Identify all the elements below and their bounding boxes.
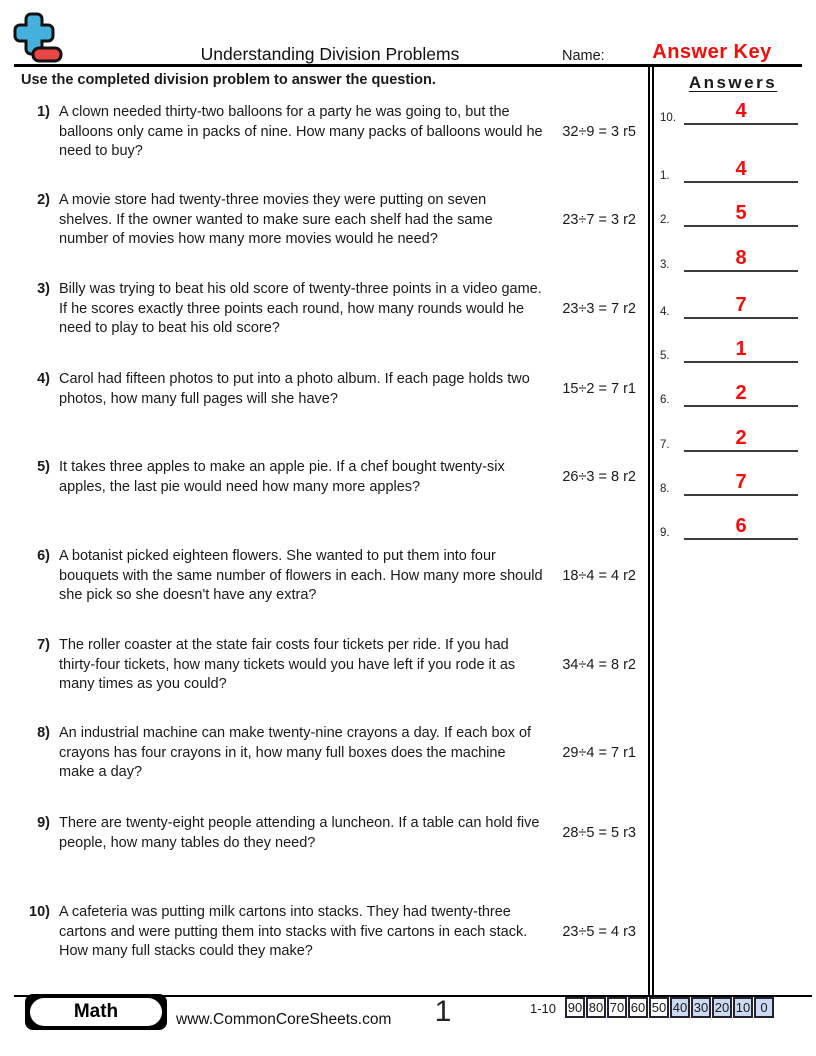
- problem-text: A clown needed thirty-two balloons for a party he was going to, but the balloons only came in packs of nine. How many packs of balloons would he need to buy?: [59, 104, 543, 159]
- answer-line: [684, 202, 798, 227]
- answer-row-5: [660, 331, 798, 363]
- score-cell: 20: [712, 997, 732, 1018]
- website-text: www.CommonCoreSheets.com: [176, 1011, 392, 1028]
- problem-text: An industrial machine can make twenty-nine crayons a day. If each box of crayons has four crayons in it, how many full boxes does the machine make a day?: [59, 725, 532, 780]
- answer-number: 8.: [660, 483, 670, 495]
- name-label: Name:: [562, 48, 605, 64]
- problem-expression: 34÷4 = 8 r2: [562, 656, 636, 673]
- answer-line: [684, 382, 798, 407]
- problem-expression: 26÷3 = 8 r2: [562, 468, 636, 485]
- problem-number: 3): [37, 281, 50, 297]
- problem-text: Carol had fifteen photos to put into a photo album. If each page holds two photos, how many full pages will she have?: [59, 371, 530, 407]
- answer-number: 4.: [660, 306, 670, 318]
- subject-label: Math: [30, 998, 162, 1026]
- problem-number: 7): [37, 637, 50, 653]
- problem-number: 2): [37, 192, 50, 208]
- answer-value: 5: [735, 202, 747, 224]
- problem-number: 5): [37, 459, 50, 475]
- answer-value: 2: [735, 382, 747, 404]
- problem-expression: 32÷9 = 3 r5: [562, 123, 636, 140]
- problem-expression: 23÷3 = 7 r2: [562, 300, 636, 317]
- score-cell: 10: [733, 997, 753, 1018]
- answer-row-9: [660, 508, 798, 540]
- problem-expression: 29÷4 = 7 r1: [562, 744, 636, 761]
- problem-row-2: [20, 191, 636, 250]
- instruction-text: Use the completed division problem to answer the question.: [21, 72, 436, 88]
- problem-row-9: [20, 814, 636, 853]
- answer-line: [684, 471, 798, 496]
- problem-number: 1): [37, 104, 50, 120]
- score-cell: 60: [628, 997, 648, 1018]
- answer-number: 2.: [660, 214, 670, 226]
- problem-expression: 23÷5 = 4 r3: [562, 923, 636, 940]
- problem-text: A botanist picked eighteen flowers. She wanted to put them into four bouquets with the same number of flowers in each. How many more should she pick so she doesn't have any extra?: [59, 548, 543, 603]
- score-range-label: 1-10: [530, 1001, 557, 1016]
- page-number: 1: [434, 995, 452, 1028]
- page-title: Understanding Division Problems: [200, 44, 460, 64]
- problem-row-7: [20, 636, 636, 695]
- answers-panel: [648, 67, 812, 995]
- answer-row-3: [660, 240, 798, 272]
- answer-value: 2: [735, 427, 747, 449]
- problem-expression: 18÷4 = 4 r2: [562, 567, 636, 584]
- score-table: [565, 997, 774, 1018]
- problem-row-4: [20, 370, 636, 409]
- answer-number: 9.: [660, 527, 670, 539]
- answer-line: [684, 515, 798, 540]
- score-cell: 30: [691, 997, 711, 1018]
- answers-title: Answers: [688, 73, 778, 92]
- score-cell: 90: [565, 997, 585, 1018]
- problem-text: There are twenty-eight people attending a luncheon. If a table can hold five people, how many tables do they need?: [59, 815, 540, 851]
- answer-number: 5.: [660, 350, 670, 362]
- problem-row-1: [20, 103, 636, 162]
- answer-row-1: [660, 151, 798, 183]
- answer-value: 4: [735, 100, 747, 122]
- answer-line: [684, 247, 798, 272]
- score-cell: 40: [670, 997, 690, 1018]
- problem-text: The roller coaster at the state fair costs four tickets per ride. If you had thirty-four tickets, how many tickets would you have left if you rode it as many times as you could?: [59, 637, 516, 692]
- score-cell: 50: [649, 997, 669, 1018]
- problem-row-6: [20, 547, 636, 606]
- problem-row-3: [20, 280, 636, 339]
- answer-key-text: Answer Key: [652, 41, 772, 63]
- answer-line: [684, 427, 798, 452]
- answer-row-7: [660, 420, 798, 452]
- problem-row-10: [20, 903, 636, 962]
- problem-row-5: [20, 458, 636, 497]
- answer-row-4: [660, 287, 798, 319]
- answer-number: 3.: [660, 259, 670, 271]
- score-cell: 0: [754, 997, 774, 1018]
- answer-row-6: [660, 375, 798, 407]
- answer-number: 10.: [660, 112, 676, 124]
- problem-text: A movie store had twenty-three movies they were putting on seven shelves. If the owner wanted to make sure each shelf had the same number of movies how many more movies would he need?: [59, 192, 493, 247]
- problem-expression: 15÷2 = 7 r1: [562, 380, 636, 397]
- answer-number: 7.: [660, 439, 670, 451]
- answer-line: [684, 294, 798, 319]
- answer-row-8: [660, 464, 798, 496]
- score-cell: 70: [607, 997, 627, 1018]
- subject-badge: [25, 994, 167, 1030]
- answer-value: 4: [735, 158, 747, 180]
- problem-number: 9): [37, 815, 50, 831]
- answer-line: [684, 100, 798, 125]
- answer-value: 7: [735, 471, 747, 493]
- problem-number: 6): [37, 548, 50, 564]
- answer-value: 6: [735, 515, 747, 537]
- problem-expression: 28÷5 = 5 r3: [562, 824, 636, 841]
- answer-value: 1: [735, 338, 747, 360]
- answer-row-2: [660, 195, 798, 227]
- answer-number: 1.: [660, 170, 670, 182]
- problem-text: A cafeteria was putting milk cartons into stacks. They had twenty-three cartons and were putting them into stacks with five cartons in each stack. How many full stacks could they make?: [59, 904, 528, 959]
- problem-text: Billy was trying to beat his old score of twenty-three points in a video game. If he scores exactly three points each round, how many rounds would he need to play to beat his old score?: [59, 281, 542, 336]
- problem-number: 4): [37, 371, 50, 387]
- problem-number: 8): [37, 725, 50, 741]
- score-cell: 80: [586, 997, 606, 1018]
- problem-text: It takes three apples to make an apple pie. If a chef bought twenty-six apples, the last pie would need how many more apples?: [59, 459, 505, 495]
- answer-row-10: [660, 93, 798, 125]
- problem-row-8: [20, 724, 636, 783]
- answer-line: [684, 338, 798, 363]
- answer-line: [684, 158, 798, 183]
- answer-value: 7: [735, 294, 747, 316]
- answer-number: 6.: [660, 394, 670, 406]
- problem-number: 10): [29, 904, 50, 920]
- answer-value: 8: [735, 247, 747, 269]
- problem-expression: 23÷7 = 3 r2: [562, 211, 636, 228]
